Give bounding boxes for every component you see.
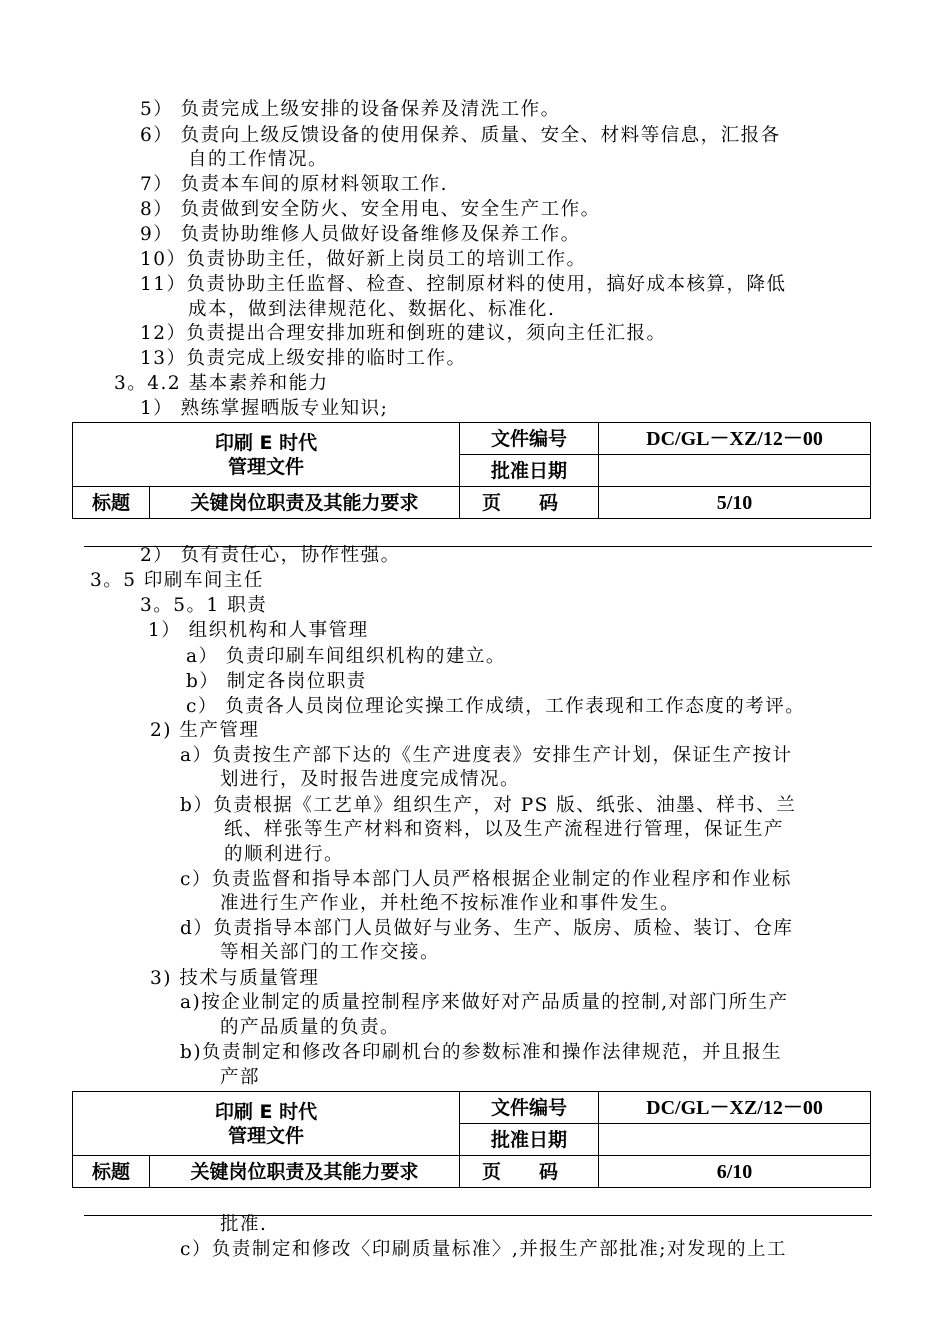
subsection-heading: 3。5。1 职责 (140, 595, 268, 616)
approve-date-value (599, 455, 871, 487)
list-item: d）负责指导本部门人员做好与业务、生产、版房、质检、装订、仓库 (180, 918, 794, 939)
list-item: b）负责根据《工艺单》组织生产，对 PS 版、纸张、油墨、样书、兰 (180, 795, 797, 816)
company-cell (73, 423, 460, 487)
list-item-continuation: 准进行生产作业，并杜绝不按标准作业和事件发生。 (220, 893, 681, 914)
list-item-continuation: 自的工作情况。 (188, 149, 329, 170)
list-item: b)负责制定和修改各印刷机台的参数标准和操作法律规范，并且报生 (180, 1042, 783, 1063)
list-item: 11）负责协助主任监督、检查、控制原材料的使用，搞好成本核算，降低 (140, 274, 787, 295)
doc-no-label: 文件编号 (460, 423, 599, 455)
list-item-continuation: 等相关部门的工作交接。 (220, 942, 441, 963)
title-label: 标题 (73, 1156, 150, 1188)
list-item: 2） 负有责任心，协作性强。 (140, 545, 401, 566)
list-item: b） 制定各岗位职责 (186, 671, 367, 692)
list-item: 2) 生产管理 (150, 720, 260, 741)
approve-date-value (599, 1124, 871, 1156)
page-divider (84, 1215, 872, 1216)
page-label: 页 码 (460, 487, 599, 519)
doc-no: DC/GL－XZ/12－00 (599, 423, 871, 455)
list-item-continuation: 成本，做到法律规范化、数据化、标准化. (188, 299, 556, 320)
list-item: c） 负责各人员岗位理论实操工作成绩，工作表现和工作态度的考评。 (186, 696, 806, 717)
doc-title: 关键岗位职责及其能力要求 (150, 487, 460, 519)
list-item: a）负责按生产部下达的《生产进度表》安排生产计划，保证生产按计 (180, 745, 793, 766)
page-number: 6/10 (599, 1156, 871, 1188)
approve-date-label: 批准日期 (460, 1124, 599, 1156)
list-item: 13）负责完成上级安排的临时工作。 (140, 348, 467, 369)
list-item-continuation: 产部 (220, 1067, 261, 1088)
list-item: 8） 负责做到安全防火、安全用电、安全生产工作。 (140, 199, 601, 220)
doc-type: 管理文件 (227, 1124, 304, 1147)
list-item: a） 负责印刷车间组织机构的建立。 (186, 646, 506, 667)
page-label: 页 码 (460, 1156, 599, 1188)
doc-type: 管理文件 (227, 455, 304, 478)
doc-no: DC/GL－XZ/12－00 (599, 1092, 871, 1124)
list-item-continuation: 的顺利进行。 (224, 844, 345, 865)
list-item: 1） 熟练掌握晒版专业知识; (140, 398, 389, 419)
list-item: 9） 负责协助维修人员做好设备维修及保养工作。 (140, 224, 581, 245)
list-item: 10）负责协助主任，做好新上岗员工的培训工作。 (140, 249, 587, 270)
doc-header-table (72, 1091, 871, 1188)
doc-header-table (72, 422, 871, 519)
list-item: 6） 负责向上级反馈设备的使用保养、质量、安全、材料等信息，汇报各 (140, 125, 781, 146)
doc-title: 关键岗位职责及其能力要求 (150, 1156, 460, 1188)
title-label: 标题 (73, 487, 150, 519)
list-item: c）负责制定和修改〈印刷质量标准〉,并报生产部批准;对发现的上工 (180, 1239, 787, 1260)
list-item-continuation: 的产品质量的负责。 (220, 1017, 401, 1038)
list-item: 1） 组织机构和人事管理 (148, 620, 369, 641)
company-name: 印刷 E 时代 (214, 431, 318, 454)
list-item-continuation: 纸、样张等生产材料和资料，以及生产流程进行管理，保证生产 (224, 819, 785, 840)
list-item: 12）负责提出合理安排加班和倒班的建议，须向主任汇报。 (140, 323, 667, 344)
list-item-continuation: 划进行，及时报告进度完成情况。 (220, 769, 521, 790)
page-number: 5/10 (599, 487, 871, 519)
list-item: c）负责监督和指导本部门人员严格根据企业制定的作业程序和作业标 (180, 869, 792, 890)
list-item: 3) 技术与质量管理 (150, 968, 320, 989)
doc-no-label: 文件编号 (460, 1092, 599, 1124)
list-item: 5） 负责完成上级安排的设备保养及清洗工作。 (140, 99, 561, 120)
company-name: 印刷 E 时代 (214, 1100, 318, 1123)
list-item: a)按企业制定的质量控制程序来做好对产品质量的控制,对部门所生产 (180, 992, 789, 1013)
approve-date-label: 批准日期 (460, 455, 599, 487)
list-item-continuation: 批准. (220, 1214, 268, 1235)
list-item: 7） 负责本车间的原材料领取工作. (140, 174, 449, 195)
company-cell (73, 1092, 460, 1156)
section-heading: 3。4.2 基本素养和能力 (114, 373, 329, 394)
section-heading: 3。5 印刷车间主任 (90, 570, 264, 591)
